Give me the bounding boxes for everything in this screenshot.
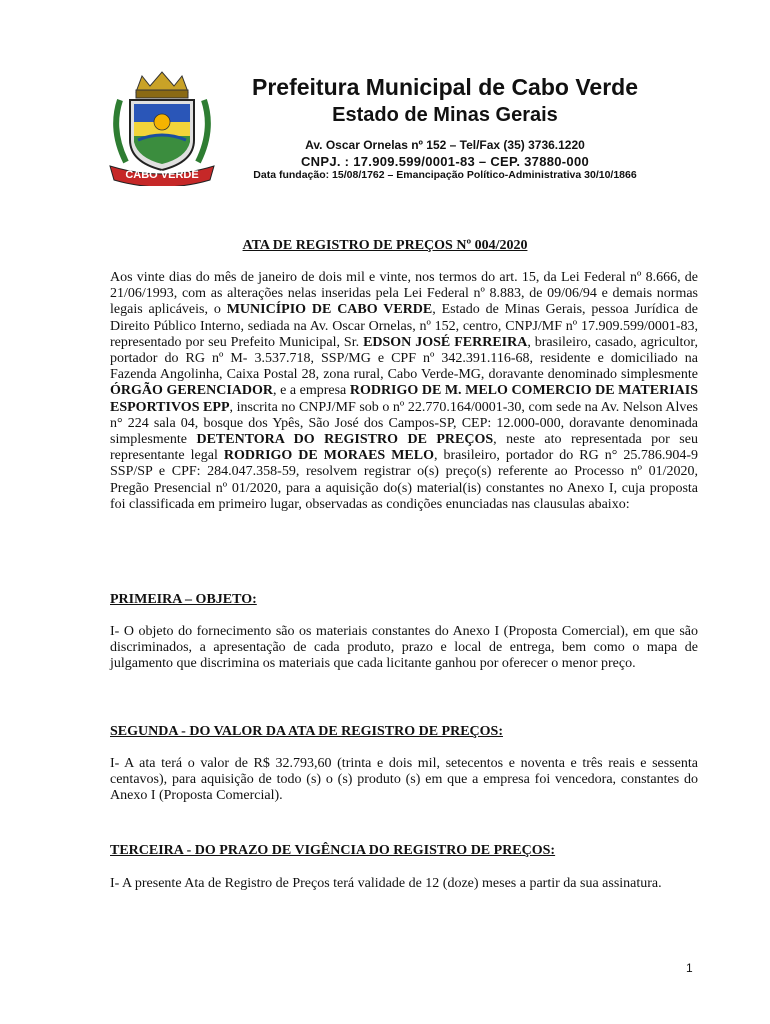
intro-text-run: , brasileiro, portador do RG n° 25.786.904-9 SSP/SP e CPF: 284.047.358-59, resolvem registrar o(s) preço(s) referente ao Processo nº 01/2020, Pregão Presencial nº 01/2020, para a aquisição do(s) material(is) constantes no Anexo I, cuja proposta foi classificada em primeiro lugar, observadas as condições enunciadas nas clausulas abaixo: — [110, 448, 699, 512]
intro-text-run: , Estado de Minas Gerais, pessoa Jurídica de Direito Público Interno, sediada na Av. Oscar Ornelas, nº 152, centro, CNPJ/MF nº 17.909.599/0001-83, representado por seu Prefeito Municipal, Sr. — [110, 302, 698, 350]
intro-text-run: , inscrita no CNPJ/MF sob o nº 22.770.164/0001-30, com sede na Av. Nelson Alves n° 224 sala 04, bosque dos Ypês, São José dos Campos-SP, CEP: 12.000-000, doravante denominada simplesmente — [110, 399, 698, 448]
page-number: 1 — [686, 961, 693, 975]
section-text-segunda: I- A ata terá o valor de R$ 32.793,60 (trinta e dois mil, setecentos e noventa e três reais e sessenta centavos), para aquisição de todo (s) o (s) produto (s) em que a empresa foi vencedora, constantes do Anexo I (Proposta Comercial). — [110, 756, 698, 804]
municipality-title: Prefeitura Municipal de Cabo Verde — [252, 74, 638, 100]
intro-bold-run: EDSON JOSÉ FERREIRA — [363, 334, 528, 350]
intro-text-run: , e a empresa — [273, 383, 350, 399]
section-text-primeira: I- O objeto do fornecimento são os materiais constantes do Anexo I (Proposta Comercial), em que são discriminados, a apresentação de cada produto, prazo e local de entrega, bem como o mapa de julgamento que discrimina os materiais que cada licitante ganhou por oferecer o menor preço. — [110, 624, 698, 672]
municipal-coat-of-arms-logo — [106, 70, 218, 186]
letterhead — [0, 0, 770, 200]
cnpj-line: CNPJ. : 17.909.599/0001-83 – CEP. 37880-000 — [300, 154, 590, 169]
section-heading-primeira: PRIMEIRA – OBJETO: — [110, 592, 257, 607]
section-heading-terceira: TERCEIRA - DO PRAZO DE VIGÊNCIA DO REGISTRO DE PREÇOS: — [110, 843, 556, 858]
foundation-line: Data fundação: 15/08/1762 – Emancipação Político-Administrativa 30/10/1866 — [253, 169, 637, 181]
intro-paragraph — [110, 270, 698, 513]
svg-text:CABO VERDE: CABO VERDE — [125, 169, 199, 181]
state-subtitle: Estado de Minas Gerais — [332, 104, 558, 126]
intro-bold-run: MUNICÍPIO DE CABO VERDE — [226, 302, 433, 318]
section-text-terceira: I- A presente Ata de Registro de Preços terá validade de 12 (doze) meses a partir da sua assinatura. — [110, 876, 662, 891]
intro-text-run: , brasileiro, casado, agricultor, portador do RG nº M- 3.537.718, SSP/MG e CPF nº 342.391.116-68, residente e domiciliado na Fazenda Angolinha, Caixa Postal 28, zona rural, Cabo Verde-MG, doravante denominado simplesmente — [110, 334, 698, 383]
document-title: ATA DE REGISTRO DE PREÇOS Nº 004/2020 — [242, 238, 528, 253]
intro-bold-run: DETENTORA DO REGISTRO DE PREÇOS — [196, 432, 494, 448]
address-line: Av. Oscar Ornelas nº 152 – Tel/Fax (35) 3736.1220 — [305, 138, 585, 152]
intro-text-run: Aos vinte dias do mês de janeiro de dois mil e vinte, nos termos do art. 15, da Lei Federal nº 8.666, de 21/06/1993, com as alterações nelas inseridas pela Lei Federal nº 8.883, de 09/06/94 e demais normas legais aplicáveis, o — [110, 270, 698, 318]
intro-bold-run: RODRIGO DE MORAES MELO — [223, 448, 434, 464]
intro-bold-run: RODRIGO DE M. MELO COMERCIO DE MATERIAIS ESPORTIVOS EPP — [110, 383, 698, 415]
section-heading-segunda: SEGUNDA - DO VALOR DA ATA DE REGISTRO DE PREÇOS: — [110, 724, 503, 739]
intro-bold-run: ÓRGÃO GERENCIADOR — [110, 383, 274, 399]
intro-text-run: , neste ato representada por seu representante legal — [110, 432, 698, 464]
